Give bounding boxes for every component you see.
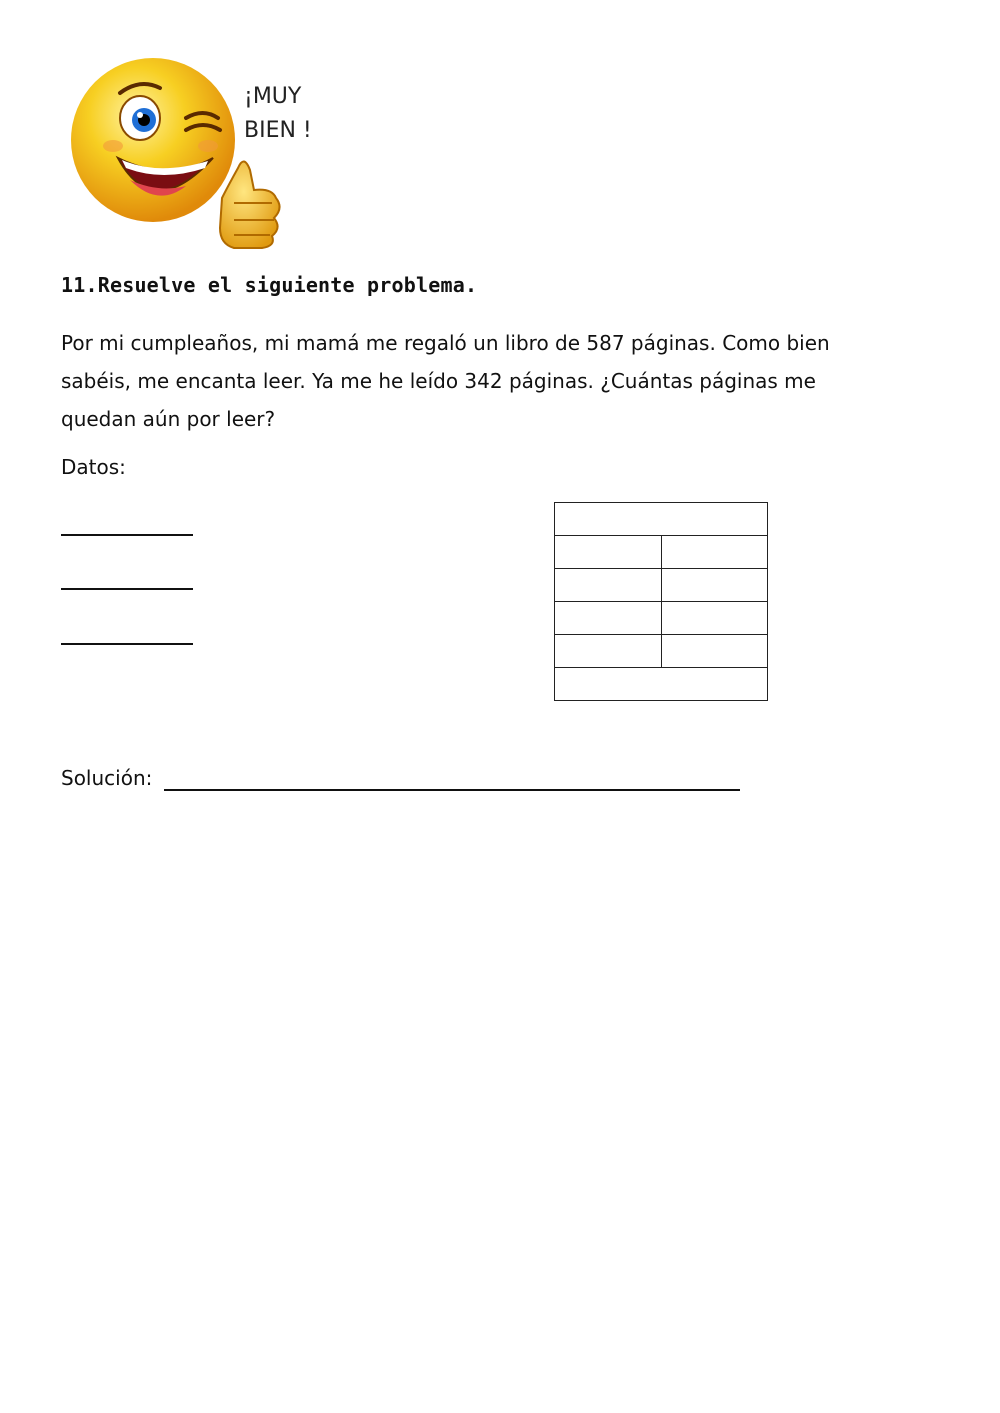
data-label: Datos: [61,455,126,479]
praise-line-2: BIEN ! [244,118,312,143]
grid-cell[interactable] [661,635,768,668]
solution-answer-line[interactable] [164,789,740,791]
praise-text [244,80,312,148]
grid-cell[interactable] [555,503,768,536]
operation-grid [554,502,768,701]
solution-label: Solución: [61,766,153,790]
grid-cell[interactable] [555,668,768,701]
exercise-heading: 11.Resuelve el siguiente problema. [61,273,478,297]
grid-cell[interactable] [555,602,662,635]
problem-text: Por mi cumpleaños, mi mamá me regaló un libro de 587 páginas. Como bien sabéis, me encanta leer. Ya me he leído 342 páginas. ¿Cuántas páginas me quedan aún por leer? [61,331,830,431]
grid-cell[interactable] [661,569,768,602]
grid-cell[interactable] [555,569,662,602]
grid-cell[interactable] [555,635,662,668]
data-answer-line-1[interactable] [61,534,193,536]
data-answer-line-2[interactable] [61,588,193,590]
grid-cell[interactable] [555,536,662,569]
grid-cell[interactable] [661,536,768,569]
data-answer-line-3[interactable] [61,643,193,645]
grid-cell[interactable] [661,602,768,635]
praise-line-1: ¡MUY [244,84,302,109]
